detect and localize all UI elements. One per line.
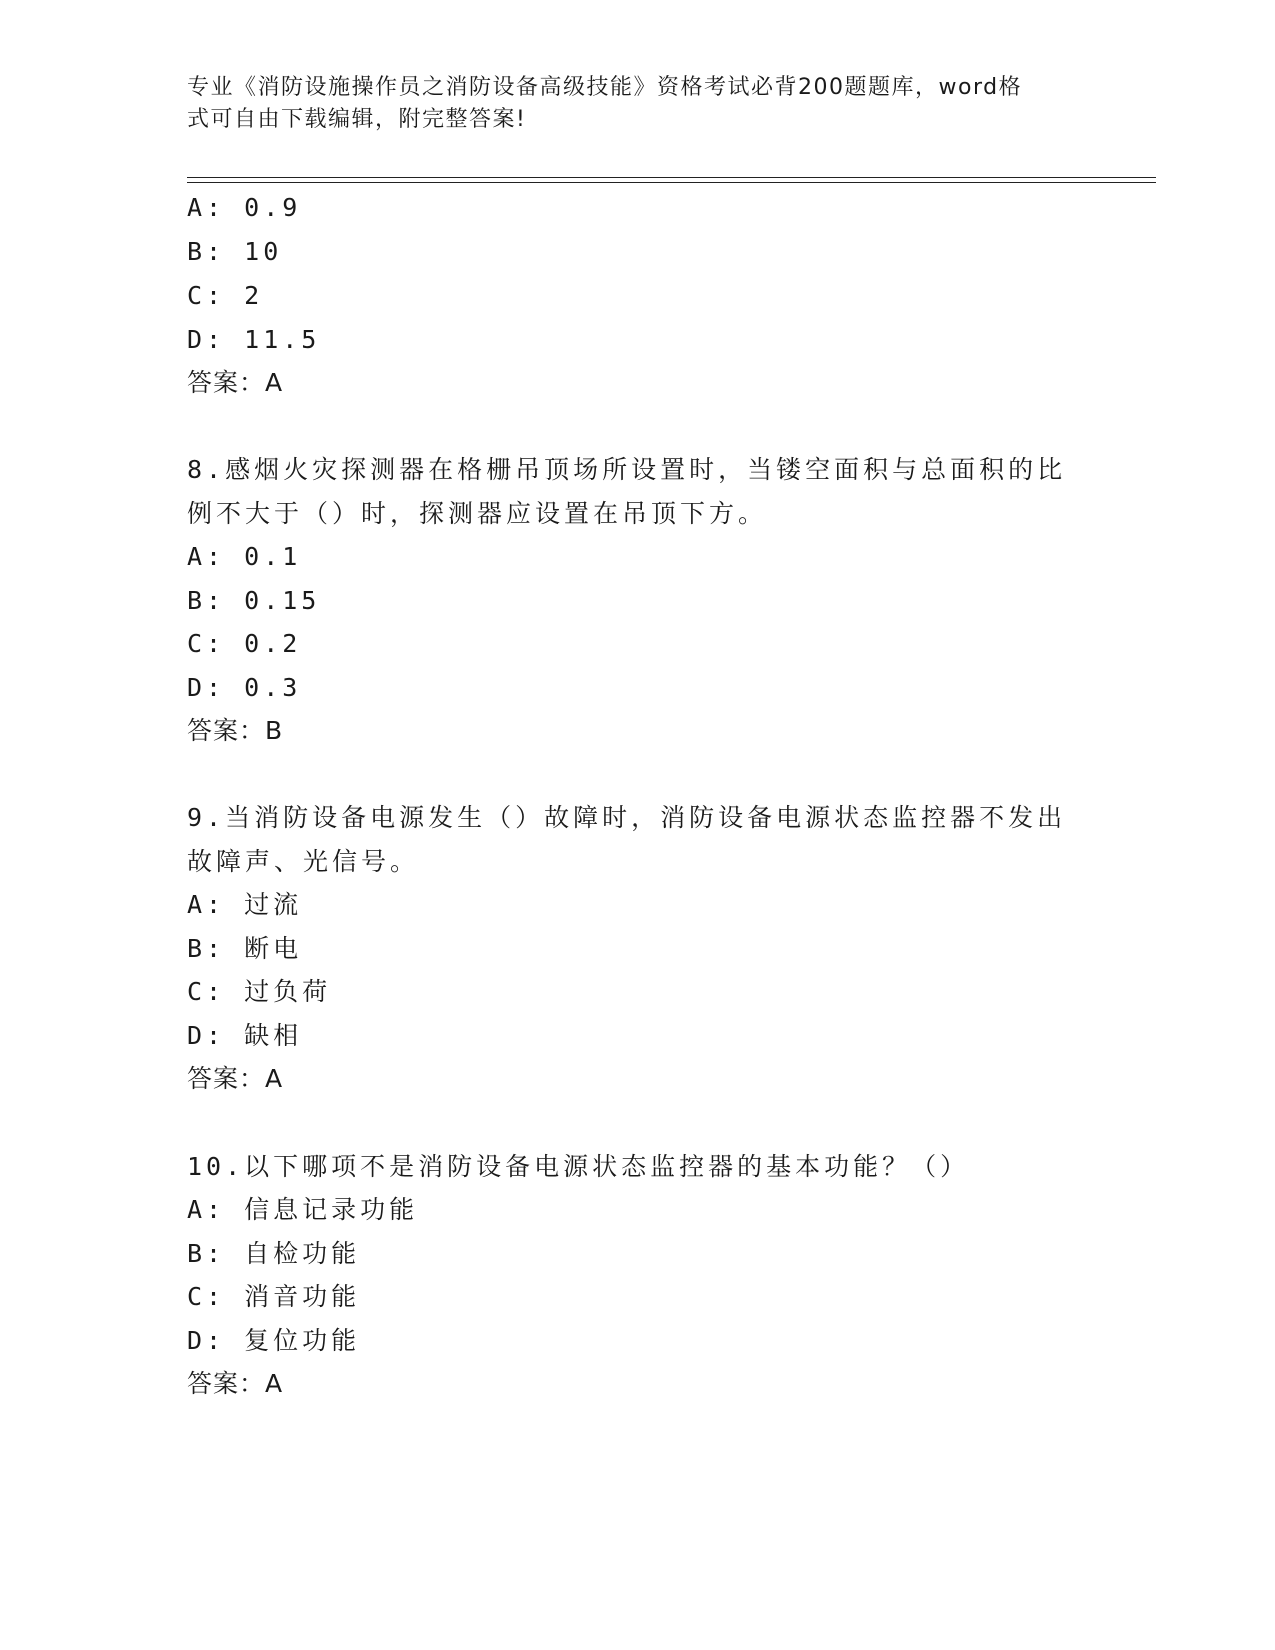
document-header xyxy=(187,72,1087,136)
q7-option-a: A: 0.9 xyxy=(187,193,302,222)
q9-option-b: B: 断电 xyxy=(187,934,303,963)
q10-option-a: A: 信息记录功能 xyxy=(187,1195,419,1224)
q8-option-b: B: 0.15 xyxy=(187,586,321,615)
q8-answer: 答案：B xyxy=(187,716,284,745)
q7-option-b: B: 10 xyxy=(187,237,283,266)
q9-stem-line-2: 故障声、光信号。 xyxy=(187,847,420,876)
q7-answer: 答案：A xyxy=(187,368,284,397)
q8-stem-line-2: 例不大于（）时，探测器应设置在吊顶下方。 xyxy=(187,499,768,528)
q8-option-a: A: 0.1 xyxy=(187,542,302,571)
q10-answer: 答案：A xyxy=(187,1369,284,1398)
q9-answer: 答案：A xyxy=(187,1064,284,1093)
q9-option-c: C: 过负荷 xyxy=(187,977,332,1006)
q7-option-c: C: 2 xyxy=(187,281,264,310)
header-line-2: 式可自由下载编辑，附完整答案! xyxy=(187,107,527,132)
q8-option-c: C: 0.2 xyxy=(187,629,302,658)
header-line-1: 专业《消防设施操作员之消防设备高级技能》资格考试必背200题题库，word格 xyxy=(187,75,1023,100)
q8-option-d: D: 0.3 xyxy=(187,673,302,702)
header-rule-bottom xyxy=(187,182,1156,183)
header-rule-top xyxy=(187,177,1156,178)
q10-stem-line-1: 10.以下哪项不是消防设备电源状态监控器的基本功能？（） xyxy=(187,1152,970,1181)
q8-stem-line-1: 8.感烟火灾探测器在格栅吊顶场所设置时，当镂空面积与总面积的比 xyxy=(187,455,1067,484)
q9-option-a: A: 过流 xyxy=(187,890,303,919)
q7-option-d: D: 11.5 xyxy=(187,325,321,354)
q9-option-d: D: 缺相 xyxy=(187,1021,303,1050)
q10-option-d: D: 复位功能 xyxy=(187,1326,361,1355)
q10-option-b: B: 自检功能 xyxy=(187,1239,361,1268)
q10-option-c: C: 消音功能 xyxy=(187,1282,361,1311)
q9-stem-line-1: 9.当消防设备电源发生（）故障时，消防设备电源状态监控器不发出 xyxy=(187,803,1067,832)
